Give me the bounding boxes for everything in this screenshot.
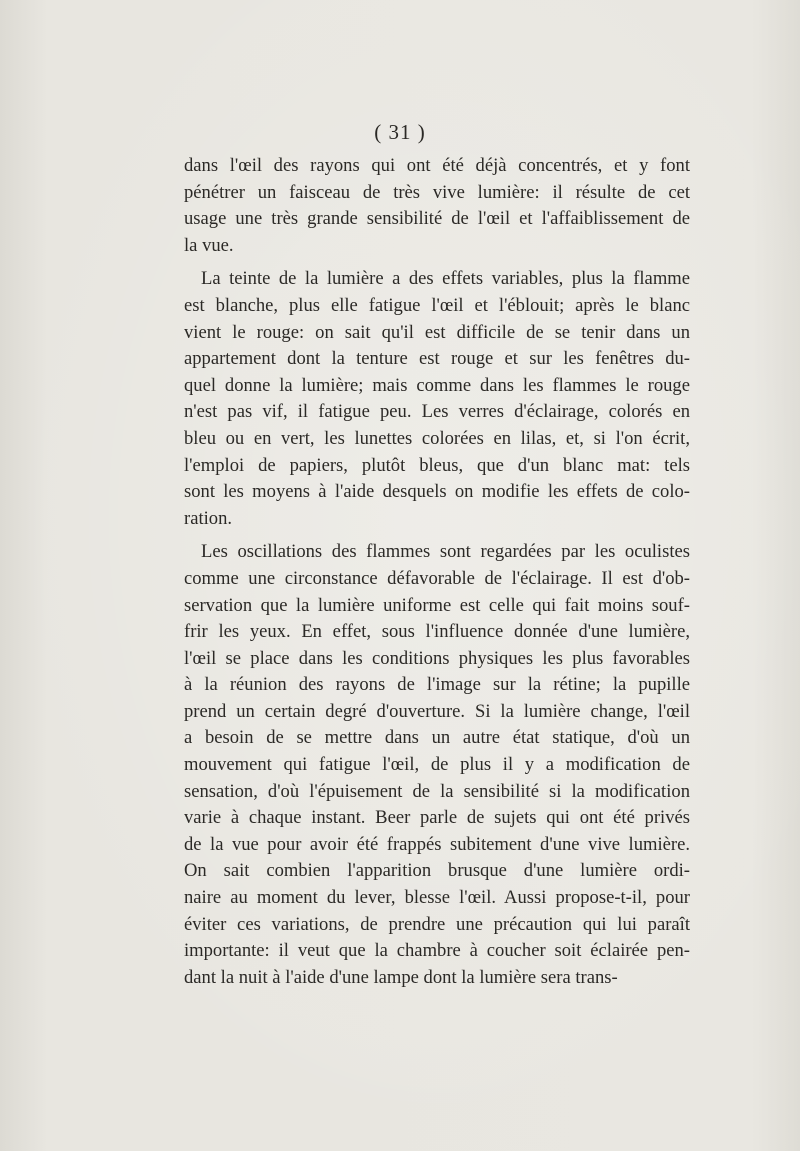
text-line: varie à chaque instant. Beer parle de sujets qui ont été privés xyxy=(184,807,690,829)
text-line: dant la nuit à l'aide d'une lampe dont la lumière sera trans- xyxy=(184,966,618,988)
text-line: bleu ou en vert, les lunettes colorées en lilas, et, si l'on écrit, xyxy=(184,427,690,449)
text-line: de la vue pour avoir été frappés subitement d'une vive lumière. xyxy=(184,833,690,855)
text-line: est blanche, plus elle fatigue l'œil et l'éblouit; après le blanc xyxy=(184,294,690,316)
text-line: comme une circonstance défavorable de l'éclairage. Il est d'ob- xyxy=(184,567,690,589)
text-line: servation que la lumière uniforme est celle qui fait moins souf- xyxy=(184,594,690,616)
text-line: pénétrer un faisceau de très vive lumière: il résulte de cet xyxy=(184,181,690,203)
text-line: Les oscillations des flammes sont regardées par les oculistes xyxy=(201,541,690,563)
text-line: naire au moment du lever, blesse l'œil. Aussi propose-t-il, pour xyxy=(184,887,690,909)
text-line: appartement dont la tenture est rouge et sur les fenêtres du- xyxy=(184,348,690,370)
text-line: sont les moyens à l'aide desquels on modifie les effets de colo- xyxy=(184,481,690,503)
body-text xyxy=(184,153,690,991)
text-line: sensation, d'où l'épuisement de la sensibilité si la modification xyxy=(184,780,690,802)
text-line: vient le rouge: on sait qu'il est difficile de se tenir dans un xyxy=(184,321,690,343)
text-line: l'œil se place dans les conditions physiques les plus favorables xyxy=(184,647,690,669)
paragraph-gap xyxy=(184,532,690,539)
paragraph xyxy=(184,153,690,259)
text-line: usage une très grande sensibilité de l'œil et l'affaiblissement de xyxy=(184,208,690,230)
paragraph xyxy=(184,266,690,532)
text-line: la vue. xyxy=(184,234,234,256)
text-line: ration. xyxy=(184,507,233,529)
text-line: quel donne la lumière; mais comme dans les flammes le rouge xyxy=(184,374,690,396)
text-line: prend un certain degré d'ouverture. Si la lumière change, l'œil xyxy=(184,700,690,722)
text-line: frir les yeux. En effet, sous l'influence donnée d'une lumière, xyxy=(184,621,690,643)
paragraph xyxy=(184,539,690,991)
text-line: n'est pas vif, il fatigue peu. Les verres d'éclairage, colorés en xyxy=(184,401,690,423)
text-line: La teinte de la lumière a des effets variables, plus la flamme xyxy=(201,268,690,290)
text-line: dans l'œil des rayons qui ont été déjà concentrés, et y font xyxy=(184,155,690,176)
text-line: à la réunion des rayons de l'image sur la rétine; la pupille xyxy=(184,674,690,696)
text-line: importante: il veut que la chambre à coucher soit éclairée pen- xyxy=(184,940,690,962)
text-line: a besoin de se mettre dans un autre état statique, d'où un xyxy=(184,727,690,749)
text-line: éviter ces variations, de prendre une précaution qui lui paraît xyxy=(184,913,690,935)
text-line: l'emploi de papiers, plutôt bleus, que d'un blanc mat: tels xyxy=(184,454,690,476)
paragraph-gap xyxy=(184,259,690,266)
text-line: mouvement qui fatigue l'œil, de plus il y a modification de xyxy=(184,754,690,776)
page-number: ( 31 ) xyxy=(374,120,426,144)
text-line: On sait combien l'apparition brusque d'une lumière ordi- xyxy=(184,860,690,882)
